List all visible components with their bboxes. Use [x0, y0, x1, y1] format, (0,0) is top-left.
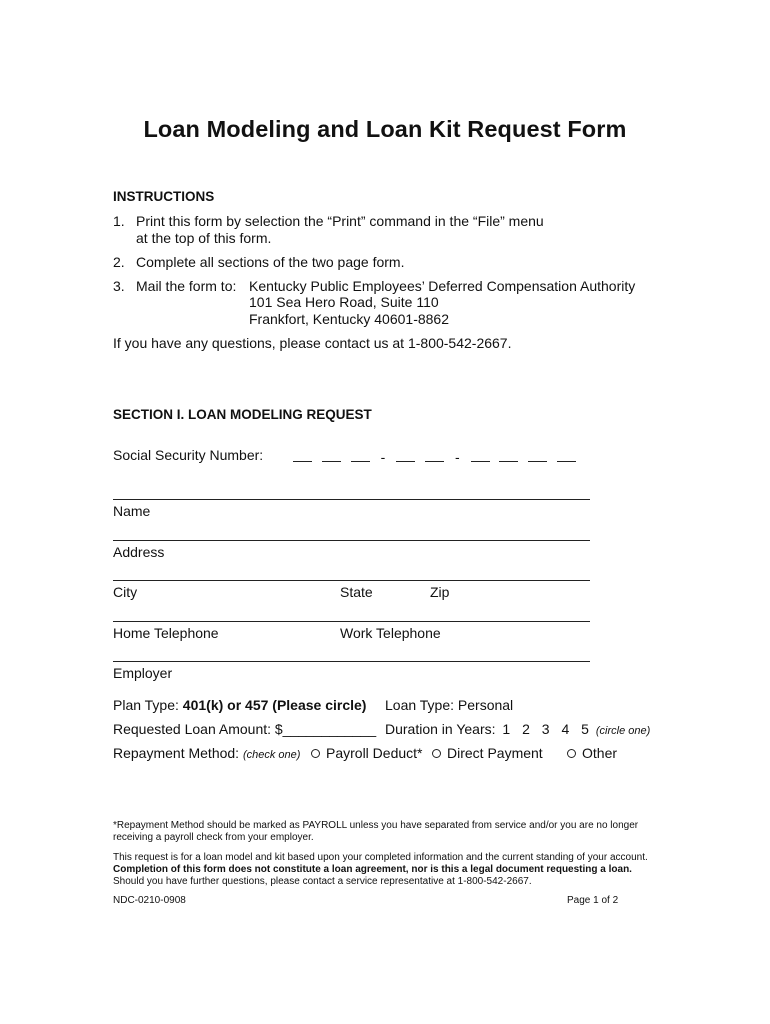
- instruction-2-number: 2.: [113, 254, 125, 270]
- repayment-option-direct[interactable]: [432, 745, 543, 761]
- section1-heading: SECTION I. LOAN MODELING REQUEST: [113, 407, 372, 422]
- request-note-line1: This request is for a loan model and kit based upon your completed information and the current standing of your account.: [113, 852, 648, 863]
- instructions-heading: INSTRUCTIONS: [113, 189, 215, 204]
- form-code: NDC-0210-0908: [113, 895, 186, 906]
- plan-type-label: Plan Type:: [113, 697, 183, 713]
- ssn-field[interactable]: [293, 447, 576, 465]
- ssn-digit-blank[interactable]: [322, 447, 341, 462]
- questions-contact: If you have any questions, please contact us at 1-800-542-2667.: [113, 335, 512, 351]
- city-state-zip-input-line[interactable]: [113, 580, 590, 581]
- direct-option-label: Direct Payment: [447, 745, 543, 761]
- address-input-line[interactable]: [113, 540, 590, 541]
- plan-type: [113, 697, 366, 713]
- repayment-footnote-line1: *Repayment Method should be marked as PAYROLL unless you have separated from service and/or you are no longer: [113, 820, 639, 831]
- direct-radio-icon[interactable]: [432, 749, 441, 758]
- ssn-digit-blank[interactable]: [425, 447, 444, 462]
- repayment-option-other[interactable]: [567, 745, 617, 761]
- duration-option[interactable]: 3: [541, 721, 550, 737]
- instruction-3-number: 3.: [113, 278, 125, 294]
- instruction-3-label: Mail the form to:: [136, 278, 237, 294]
- repayment-footnote-line2: receiving a payroll check from your employer.: [113, 832, 314, 843]
- name-input-line[interactable]: [113, 499, 590, 500]
- mail-address-line2: 101 Sea Hero Road, Suite 110: [249, 294, 439, 310]
- city-label: City: [113, 584, 138, 600]
- instruction-2-text: Complete all sections of the two page form.: [136, 254, 405, 270]
- duration-option[interactable]: 2: [522, 721, 530, 737]
- name-label: Name: [113, 503, 151, 519]
- employer-label: Employer: [113, 665, 173, 681]
- other-radio-icon[interactable]: [567, 749, 576, 758]
- home-telephone-label: Home Telephone: [113, 625, 219, 641]
- instruction-1-number: 1.: [113, 213, 125, 229]
- ssn-digit-blank[interactable]: [528, 447, 547, 462]
- duration-label: Duration in Years:: [385, 721, 496, 737]
- ssn-digit-blank[interactable]: [351, 447, 370, 462]
- instruction-1-line2: at the top of this form.: [136, 230, 272, 246]
- request-note-line3: Should you have further questions, please contact a service representative at 1-800-542-2667.: [113, 876, 532, 887]
- duration-note: (circle one): [595, 725, 651, 737]
- duration-option[interactable]: 4: [561, 721, 570, 737]
- duration-in-years: [385, 721, 650, 737]
- ssn-digit-blank[interactable]: [557, 447, 576, 462]
- duration-option[interactable]: 1: [502, 721, 511, 737]
- payroll-option-label: Payroll Deduct*: [326, 745, 423, 761]
- loan-type: Loan Type: Personal: [385, 697, 514, 713]
- ssn-digit-blank[interactable]: [293, 447, 312, 462]
- address-label: Address: [113, 544, 165, 560]
- page-number: Page 1 of 2: [567, 895, 619, 906]
- ssn-digit-blank[interactable]: [396, 447, 415, 462]
- repayment-label: Repayment Method:: [113, 745, 243, 761]
- mail-address-line1: Kentucky Public Employees’ Deferred Compensation Authority: [249, 278, 636, 294]
- zip-label: Zip: [430, 584, 450, 600]
- repayment-note: (check one): [242, 749, 301, 761]
- payroll-radio-icon[interactable]: [311, 749, 320, 758]
- requested-loan-amount[interactable]: Requested Loan Amount: $____________: [113, 721, 377, 737]
- ssn-digit-blank[interactable]: [499, 447, 518, 462]
- ssn-dash: -: [380, 449, 386, 465]
- plan-type-options[interactable]: 401(k) or 457 (Please circle): [182, 697, 367, 713]
- employer-input-line[interactable]: [113, 661, 590, 662]
- ssn-label: Social Security Number:: [113, 447, 264, 463]
- work-telephone-label: Work Telephone: [340, 625, 441, 641]
- ssn-dash: -: [455, 449, 460, 465]
- state-label: State: [340, 584, 373, 600]
- request-note-line2: Completion of this form does not constitute a loan agreement, nor is this a legal document requesting a loan.: [113, 864, 632, 875]
- ssn-digit-blank[interactable]: [471, 447, 490, 462]
- duration-option[interactable]: 5: [581, 721, 589, 737]
- repayment-method: [113, 745, 300, 761]
- other-option-label: Other: [582, 745, 618, 761]
- page-title: Loan Modeling and Loan Kit Request Form: [143, 116, 627, 142]
- instruction-1-line1: Print this form by selection the “Print” command in the “File” menu: [136, 213, 544, 229]
- repayment-option-payroll[interactable]: [311, 745, 423, 761]
- mail-address-line3: Frankfort, Kentucky 40601-8862: [249, 311, 450, 327]
- telephone-input-line[interactable]: [113, 621, 590, 622]
